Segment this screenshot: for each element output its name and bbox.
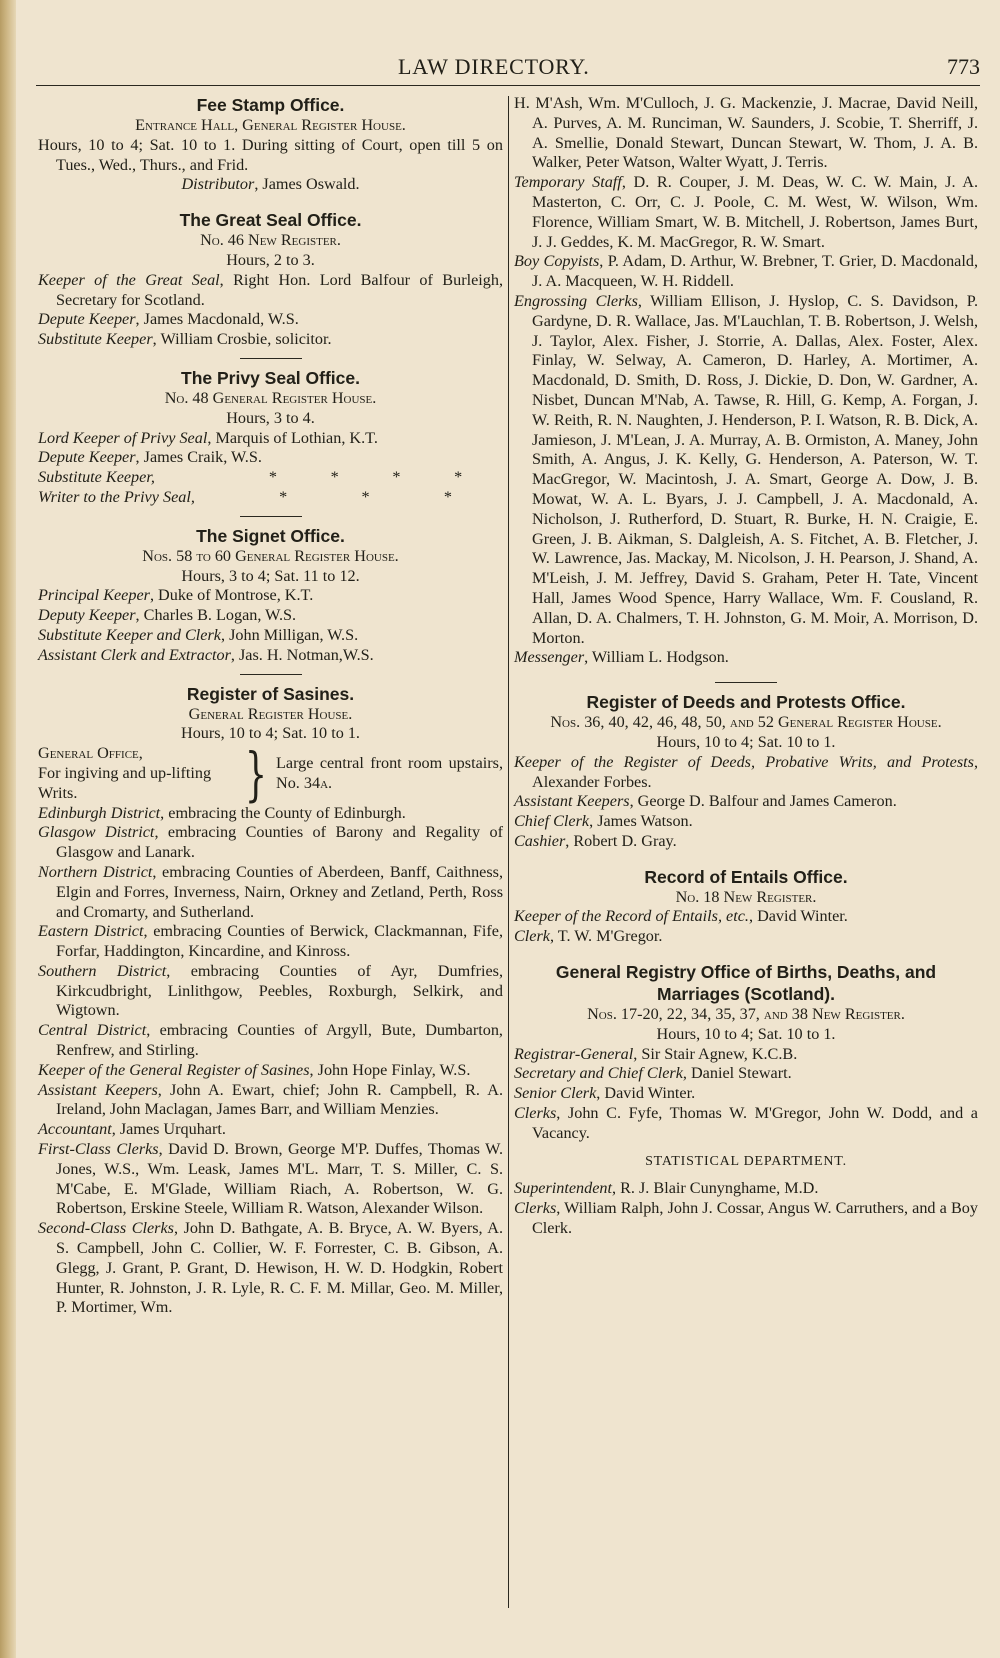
role-label: Assistant Keepers bbox=[38, 1080, 158, 1099]
role-label: Substitute Keeper and Clerk bbox=[38, 625, 221, 644]
general-office-block bbox=[38, 739, 503, 808]
fee-stamp-hours: Hours, 10 to 4; Sat. 10 to 1. During sitting of Court, open till 5 on Tues., Wed., Thurs., and Frid. bbox=[38, 135, 503, 174]
directory-entry bbox=[514, 1179, 978, 1199]
role-label: Chief Clerk bbox=[514, 812, 590, 831]
great-seal-location: No. 46 New Register. bbox=[200, 231, 341, 250]
role-label: Second-Class Clerks bbox=[38, 1219, 174, 1238]
role-label: Glasgow District bbox=[38, 823, 155, 842]
role-label: Substitute Keeper, bbox=[38, 468, 155, 487]
great-seal-hours: Hours, 2 to 3. bbox=[226, 250, 315, 269]
entry-text: , T. W. M'Gregor. bbox=[549, 927, 663, 946]
entry-text: , William Ellison, J. Hyslop, C. S. Davidson, P. Gardyne, D. R. Wallace, Jas. M'Lauchlan, T. B. Robertson, J. Welsh, J. Taylor, Alex. Fisher, J. Storrie, A. Dallas, Alex. Foster, Alex. Finlay, W. Selway, A. Cameron, D. Harley, A. Mortimer, A. Macdonald, D. Smith, D. Ross, J. Dickie, D. Don, W. Gardner, A. Nisbet, Duncan M'Nab, A. Tawse, R. Hill, G. Kemp, A. Forgan, J. W. Reith, R. N. Naughten, J. Henderson, P. I. Watson, R. B. Dick, A. Jamieson, J. M'Lean, J. A. Murray, A. B. Ormiston, A. Maney, John Smith, A. Angus, J. K. Kelly, G. Henderson, A. Paterson, W. T. MacGregor, W. Macintosh, J. A. Smart, George A. Dow, J. B. Mowat, W. A. L. Byars, J. J. Campbell, J. A. Macdonald, A. Nicholson, J. Rutherford, D. Stuart, R. Burke, H. N. Craigie, E. Green, J. B. Aikman, S. Dalgleish, A. S. Fitchet, A. B. Fletcher, J. W. Lawrence, Jas. Mackay, M. Nicolson, J. H. Pearson, J. Shand, A. M'Leish, J. M. Jeffrey, David S. Graham, Peter H. Tate, Vincent Hall, James Wood Spence, Harry Wallace, Wm. F. Cousland, R. Allan, D. A. Chalmers, T. H. Johnston, G. M. Moir, A. Morrison, D. Morton. bbox=[532, 291, 978, 647]
fee-stamp-title: Fee Stamp Office. bbox=[196, 95, 345, 115]
directory-entry bbox=[38, 330, 503, 350]
role-label: Engrossing Clerks bbox=[514, 291, 638, 310]
directory-entry bbox=[514, 252, 978, 292]
role-label: Principal Keeper bbox=[38, 586, 150, 605]
role-label: Central District bbox=[38, 1021, 147, 1040]
brace-description bbox=[276, 754, 503, 794]
vacant-entry: Substitute Keeper, * * * * bbox=[38, 468, 463, 487]
page-number: 773 bbox=[947, 54, 980, 79]
role-label: Northern District bbox=[38, 862, 153, 881]
role-label: Accountant bbox=[38, 1120, 112, 1139]
entry-text: , Robert D. Gray. bbox=[565, 831, 677, 850]
entry-text: , Duke of Montrose, K.T. bbox=[149, 586, 314, 605]
registry-location: Nos. 17-20, 22, 34, 35, 37, and 38 New Register. bbox=[587, 1005, 905, 1024]
entry-text: , R. J. Blair Cunynghame, M.D. bbox=[612, 1179, 819, 1198]
role-label: Superintendent bbox=[514, 1179, 613, 1198]
entry-text: , John Milligan, W.S. bbox=[220, 625, 359, 644]
role-label: Deputy Keeper bbox=[38, 606, 136, 625]
directory-entry bbox=[38, 1021, 503, 1061]
entry-text: , William Crosbie, solicitor. bbox=[152, 330, 332, 349]
role-label: Keeper of the Register of Deeds, Probative Writs, and Protests bbox=[514, 752, 974, 771]
role-label: Secretary and Chief Clerk bbox=[514, 1064, 683, 1083]
role-label: Assistant Clerk and Extractor bbox=[38, 645, 231, 664]
continued-entry: H. M'Ash, Wm. M'Culloch, J. G. Mackenzie, J. Macrae, David Neill, A. Purves, A. M. Runciman, W. Saunders, J. Scobie, T. Sherriff, J. A. Smellie, Donald Stewart, Duncan Stewart, W. Thom, J. A. B. Walker, Peter Watson, Walter Wyatt, J. Terris. bbox=[514, 94, 978, 172]
directory-entry bbox=[38, 586, 503, 606]
directory-entry bbox=[38, 1061, 503, 1081]
entry-text: , William Ralph, John J. Cossar, Angus W. Carruthers, and a Boy Clerk. bbox=[532, 1199, 978, 1238]
directory-entry bbox=[38, 863, 503, 922]
sasines-location: General Register House. bbox=[188, 704, 353, 723]
deeds-title: Register of Deeds and Protests Office. bbox=[586, 692, 906, 713]
registry-hours: Hours, 10 to 4; Sat. 10 to 1. bbox=[656, 1024, 836, 1043]
directory-entry bbox=[38, 804, 503, 824]
role-label: Writer to the Privy Seal, bbox=[38, 487, 195, 506]
directory-entry bbox=[514, 1064, 978, 1084]
role-label: Temporary Staff bbox=[514, 173, 622, 192]
directory-entry bbox=[38, 448, 503, 468]
brace-glyph: } bbox=[244, 739, 268, 808]
role-label: Lord Keeper of Privy Seal bbox=[38, 428, 208, 447]
entry-text: , P. Adam, D. Arthur, W. Brebner, T. Grier, D. Macdonald, J. A. Macqueen, W. H. Riddell. bbox=[532, 252, 978, 291]
sasines-hours: Hours, 10 to 4; Sat. 10 to 1. bbox=[181, 724, 360, 743]
entry-text: , John D. Bathgate, A. B. Bryce, A. W. Byers, A. S. Campbell, John C. Collier, W. F. Forrester, C. B. Gibson, A. Glegg, J. Grant, P. Grant, D. Hewison, H. W. D. Hodgkin, Robert Hunter, R. Johnston, J. R. Lyle, R. C. F. M. Millar, Geo. M. Miller, P. Mortimer, Wm. bbox=[56, 1219, 503, 1317]
running-title: LAW DIRECTORY. bbox=[398, 54, 590, 79]
entry-text: , David D. Brown, George M'P. Duffes, Thomas W. Jones, W.S., Wm. Leask, James M'L. Marr, T. S. Miller, C. S. M'Cabe, E. M'Glade, William Riach, A. Robertson, W. G. Robertson, Erskine Steele, William R. Watson, Alexander Wilson. bbox=[56, 1140, 504, 1218]
role-label: Distributor bbox=[181, 175, 255, 194]
page-header bbox=[36, 54, 980, 84]
role-label: Keeper of the Record of Entails, etc. bbox=[514, 907, 749, 926]
directory-entry bbox=[38, 606, 503, 626]
role-label: Southern District bbox=[38, 961, 167, 980]
entry-text: , Alexander Forbes. bbox=[532, 752, 978, 791]
entry-text: , John Hope Finlay, W.S. bbox=[309, 1060, 471, 1079]
left-column bbox=[38, 94, 503, 1318]
entry-text: , embracing Counties of Argyll, Bute, Dumbarton, Renfrew, and Stirling. bbox=[56, 1021, 503, 1060]
fee-stamp-distributor bbox=[38, 175, 503, 195]
directory-entry bbox=[514, 907, 978, 927]
directory-entry bbox=[38, 1081, 503, 1121]
brace-text: Large central front room upstairs, No. 34 bbox=[276, 754, 503, 792]
directory-entry bbox=[38, 823, 503, 863]
brace-text-suffix: a. bbox=[320, 773, 333, 792]
right-column bbox=[514, 94, 978, 1239]
role-label: Eastern District bbox=[38, 922, 144, 941]
directory-entry bbox=[514, 1084, 978, 1104]
directory-entry bbox=[38, 922, 503, 962]
entry-text: , embracing Counties of Berwick, Clackmannan, Fife, Forfar, Haddington, Kincardine, and Kinross. bbox=[56, 922, 503, 961]
deeds-hours: Hours, 10 to 4; Sat. 10 to 1. bbox=[656, 732, 836, 751]
entry-text: , Right Hon. Lord Balfour of Burleigh, Secretary for Scotland. bbox=[56, 270, 503, 309]
role-label: Clerks bbox=[514, 1104, 557, 1123]
directory-entry bbox=[38, 962, 503, 1021]
sasines-title: Register of Sasines. bbox=[186, 683, 355, 704]
role-label: Registrar-General bbox=[514, 1044, 634, 1063]
entry-text: , William L. Hodgson. bbox=[584, 648, 729, 667]
privy-seal-location: No. 48 General Register House. bbox=[164, 388, 377, 407]
entry-text: , embracing the County of Edinburgh. bbox=[160, 803, 406, 822]
header-rule bbox=[36, 85, 980, 86]
entry-text: , George D. Balfour and James Cameron. bbox=[629, 792, 897, 811]
signet-hours: Hours, 3 to 4; Sat. 11 to 12. bbox=[181, 566, 360, 585]
directory-entry bbox=[38, 310, 503, 330]
entry-text: , Charles B. Logan, W.S. bbox=[135, 606, 297, 625]
signet-location: Nos. 58 to 60 General Register House. bbox=[142, 546, 399, 565]
directory-entry bbox=[514, 753, 978, 793]
entry-text: , embracing Counties of Aberdeen, Banff, Caithness, Elgin and Forres, Inverness, Nairn, Orkney and Zetland, Perth, Ross and Cromarty, and Sutherland. bbox=[56, 862, 504, 921]
directory-entry bbox=[514, 1199, 978, 1239]
entry-text: , David Winter. bbox=[748, 907, 848, 926]
directory-entry bbox=[38, 1140, 503, 1219]
directory-entry bbox=[514, 292, 978, 648]
role-label: First-Class Clerks bbox=[38, 1140, 159, 1159]
entry-text: , James Craik, W.S. bbox=[135, 448, 262, 467]
entails-title: Record of Entails Office. bbox=[644, 866, 848, 887]
entry-text: , embracing Counties of Barony and Regality of Glasgow and Lanark. bbox=[56, 823, 503, 862]
entry-text: , embracing Counties of Ayr, Dumfries, Kirkcudbright, Linlithgow, Peebles, Roxburgh, Selkirk, and Wigtown. bbox=[56, 961, 503, 1020]
entry-text: , James Urquhart. bbox=[111, 1120, 226, 1139]
directory-entry bbox=[38, 646, 503, 666]
entails-location: No. 18 New Register. bbox=[675, 887, 817, 906]
registry-title: General Registry Office of Births, Deaths, and Marriages (Scotland). bbox=[555, 962, 937, 1005]
directory-entry bbox=[38, 626, 503, 646]
directory-entry bbox=[514, 1045, 978, 1065]
book-spine-edge bbox=[0, 0, 16, 1658]
directory-entry bbox=[514, 648, 978, 668]
role-label: Depute Keeper bbox=[38, 310, 136, 329]
role-label: Depute Keeper bbox=[38, 448, 136, 467]
vacant-entry: Writer to the Privy Seal, * * * bbox=[38, 487, 452, 506]
directory-entry bbox=[514, 832, 978, 852]
entry-text: , Daniel Stewart. bbox=[682, 1064, 792, 1083]
entry-text: , Marquis of Lothian, K.T. bbox=[207, 428, 378, 447]
role-label: Boy Copyists bbox=[514, 252, 600, 271]
entry-text: , John C. Fyfe, Thomas W. M'Gregor, John W. Dodd, and a Vacancy. bbox=[532, 1104, 978, 1142]
deeds-location: Nos. 36, 40, 42, 46, 48, 50, and 52 General Register House. bbox=[550, 713, 942, 732]
directory-entry bbox=[514, 1104, 978, 1144]
role-label: Messenger bbox=[514, 648, 585, 667]
role-label: Edinburgh District bbox=[38, 803, 161, 822]
privy-seal-hours: Hours, 3 to 4. bbox=[226, 408, 315, 427]
fee-stamp-location: Entrance Hall, General Register House. bbox=[135, 116, 406, 134]
column-divider bbox=[508, 96, 509, 1608]
directory-entry bbox=[38, 429, 503, 449]
privy-seal-title: The Privy Seal Office. bbox=[181, 367, 360, 388]
role-label: Clerk bbox=[514, 927, 550, 946]
entry-text: , John A. Ewart, chief; John R. Campbell, R. A. Ireland, John Maclagan, James Barr, and William Menzies. bbox=[56, 1080, 503, 1119]
entry-text: , Sir Stair Agnew, K.C.B. bbox=[633, 1044, 798, 1063]
role-label: Cashier bbox=[514, 831, 566, 850]
brace-label: For ingiving and up-lifting Writs. bbox=[38, 763, 212, 802]
role-label: Senior Clerk bbox=[514, 1084, 597, 1103]
directory-entry bbox=[38, 1219, 503, 1318]
role-label: Keeper of the General Register of Sasines bbox=[38, 1060, 310, 1079]
role-label: Clerks bbox=[514, 1199, 557, 1218]
role-label: Assistant Keepers bbox=[514, 792, 630, 811]
entry-text: , David Winter. bbox=[596, 1084, 696, 1103]
entry-text: , D. R. Couper, J. M. Deas, W. C. W. Main, J. A. Masterton, C. Orr, C. J. Poole, C. M. West, W. Wilson, Wm. Florence, William Smart, W. B. Mitchell, J. Robertson, James Burt, J. J. Geddes, K. M. MacGregor, R. W. Smart. bbox=[532, 173, 979, 251]
directory-entry bbox=[38, 271, 503, 311]
role-label: Keeper of the Great Seal bbox=[38, 270, 220, 289]
entry-text: , James Oswald. bbox=[254, 175, 360, 194]
signet-title: The Signet Office. bbox=[196, 525, 345, 546]
directory-entry bbox=[514, 173, 978, 252]
directory-entry bbox=[514, 927, 978, 947]
directory-entry bbox=[514, 812, 978, 832]
entry-text: , James Watson. bbox=[589, 812, 693, 831]
entry-text: , Jas. H. Notman,W.S. bbox=[230, 645, 374, 664]
directory-entry bbox=[514, 792, 978, 812]
brace-label: General Office, bbox=[38, 744, 143, 763]
great-seal-title: The Great Seal Office. bbox=[179, 210, 362, 231]
entry-text: , James Macdonald, W.S. bbox=[135, 310, 299, 329]
role-label: Substitute Keeper bbox=[38, 330, 153, 349]
directory-entry bbox=[38, 1120, 503, 1140]
statistical-department-heading: STATISTICAL DEPARTMENT. bbox=[645, 1153, 847, 1169]
